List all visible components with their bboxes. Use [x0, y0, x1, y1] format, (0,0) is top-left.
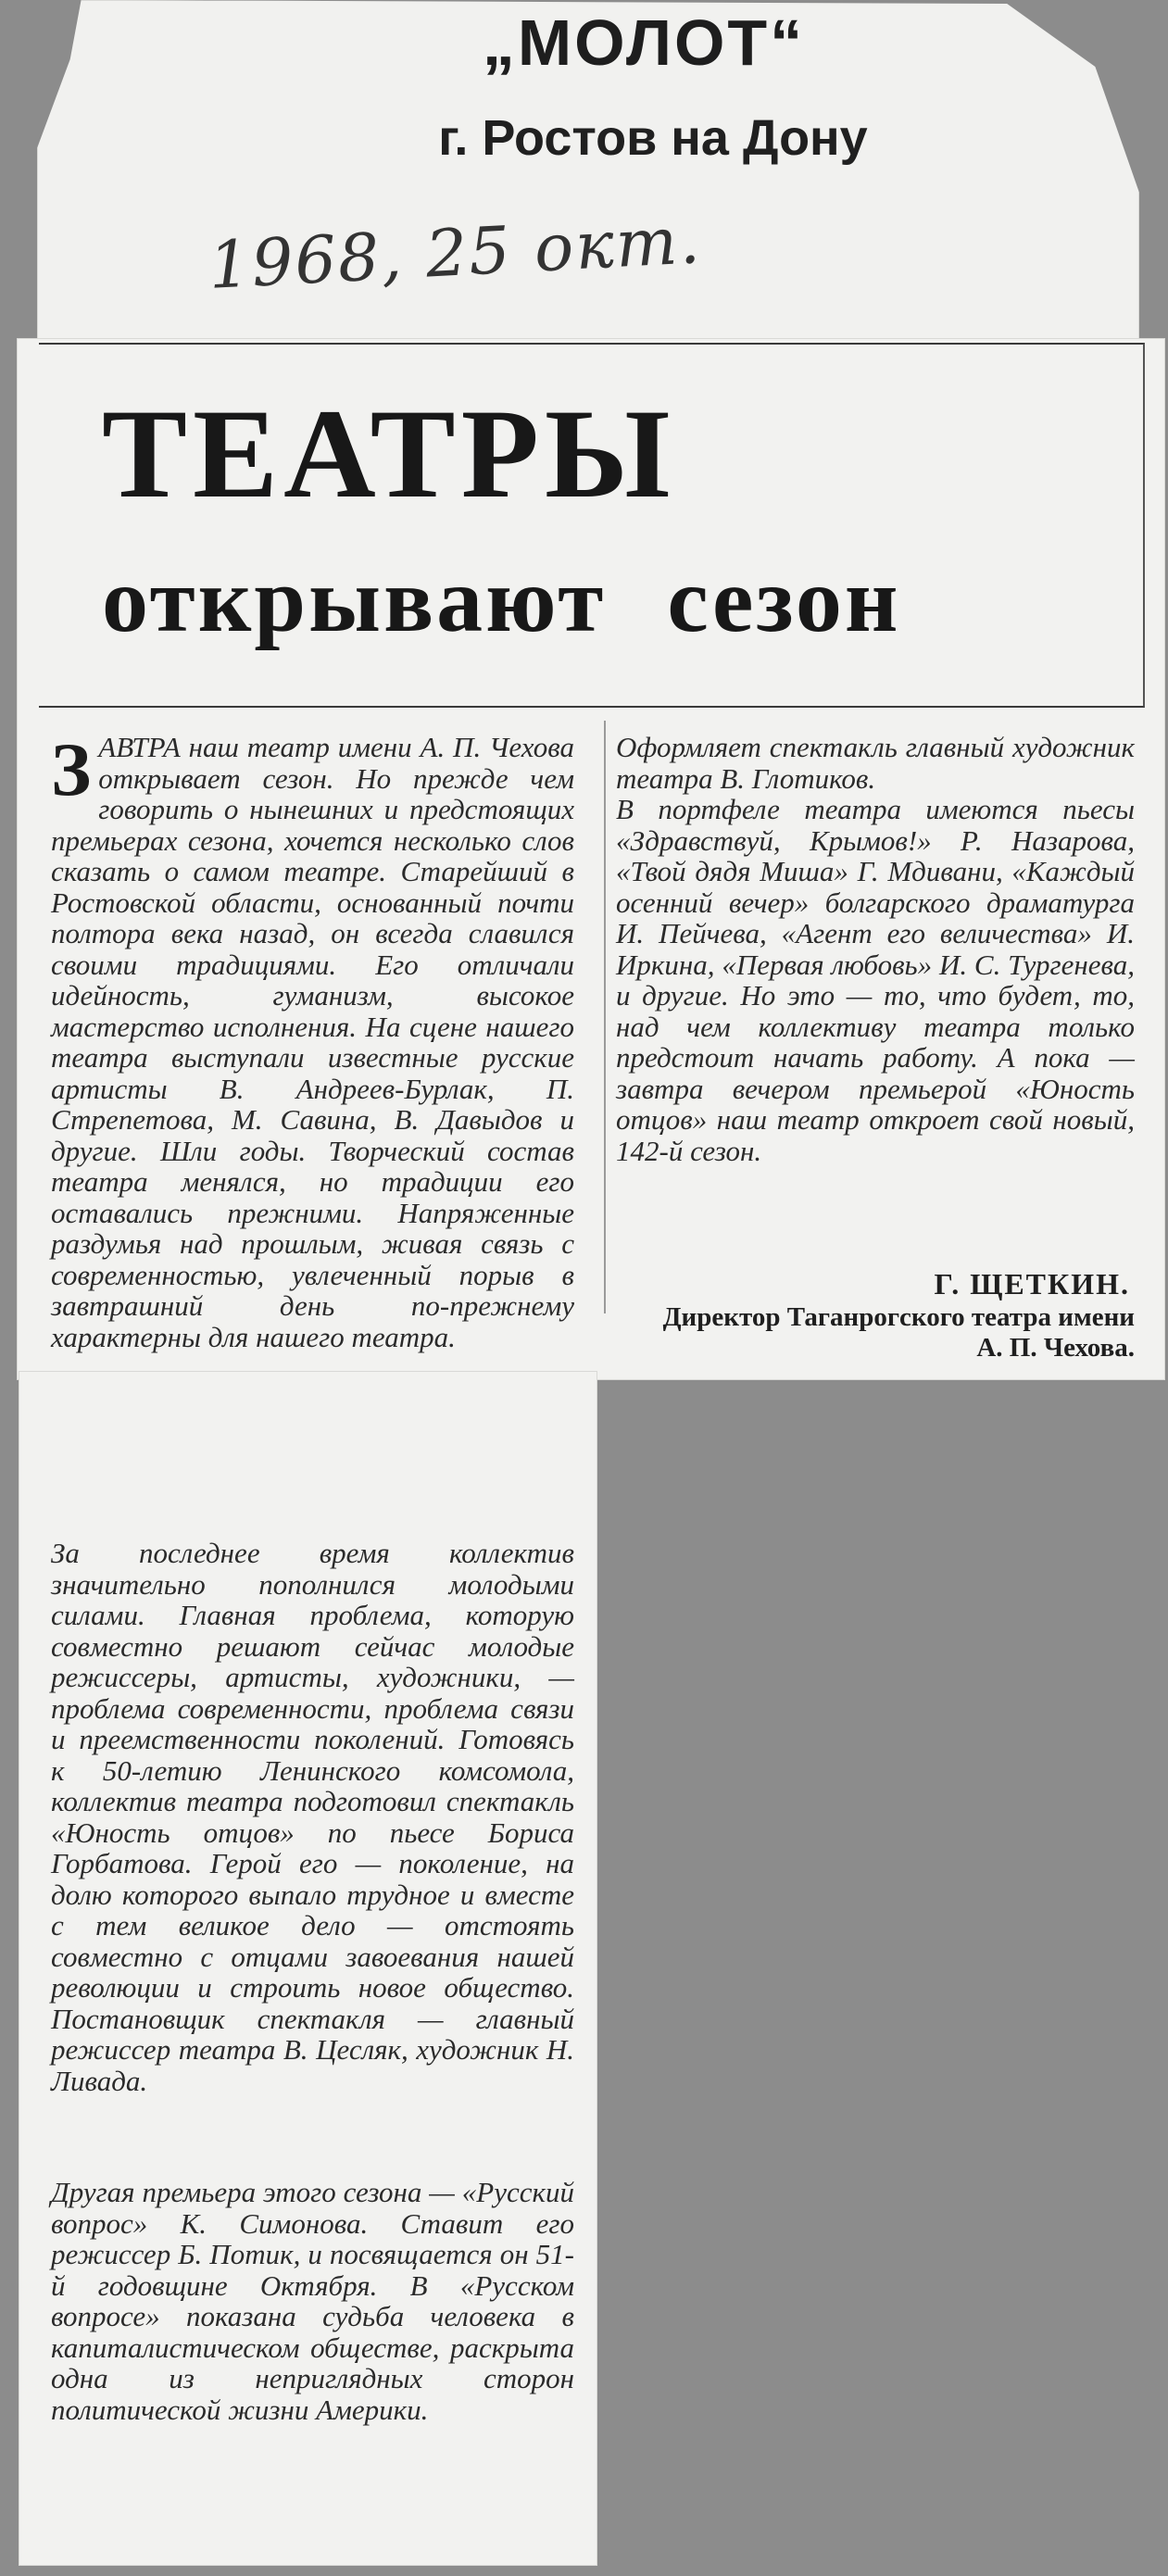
newspaper-name: „МОЛОТ“ — [482, 6, 806, 79]
article-column-right: Оформляет спектакль главный художник театра В. Глотиков. В портфеле театра имеются пьесы «Здравствуй, Крымов!» Р. Назарова, «Твой дядя Миша» Г. Мдивани, «Каждый осенний вечер» болгарского драматурга И. Пейчева, «Агент его величества» И. Иркина, «Первая любовь» И. С. Тургенева, и другие. Но это — то, что будет, то, над чем коллективу театра только предстоит начать работу. А пока — завтра вечером премьерой «Юность отцов» наш театр откроет свой новый, 142-й сезон. — [616, 731, 1135, 1167]
article-paragraph-2: За последнее время коллектив значительно пополнился молодыми силами. Главная проблема, которую совместно решают сейчас молодые режиссеры, артисты, художники, — проблема современности, проблема связи и преемственности поколений. Готовясь к 50-летию Ленинского комсомола, коллектив театра подготовил спектакль «Юность отцов» по пьесе Бориса Горбатова. Герой его — поколение, на долю которого выпало трудное и вместе с тем великое дело — отстоять совместно с отцами завоевания нашей революции и строить новое общество. Постановщик спектакля — главный режиссер театра В. Цесляк, художник Н. Ливада. — [51, 1537, 574, 2097]
headline-line-1: ТЕАТРЫ — [102, 383, 676, 524]
author-name: Г. ЩЕТКИН. — [934, 1267, 1130, 1301]
dropcap: З — [51, 727, 92, 811]
headline-line-2: открывают сезон — [102, 548, 901, 651]
article-paragraph-3: Другая премьера этого сезона — «Русский вопрос» К. Симонова. Ставит его режиссер Б. Потик, и посвящается он 51-й годовщине Октября. В «Русском вопросе» показана судьба человека в капиталистическом обществе, раскрыта одна из неприглядных сторон политической жизни Америки. — [51, 2176, 574, 2426]
newspaper-city: г. Ростов на Дону — [438, 110, 868, 166]
column-divider — [604, 721, 606, 1313]
handwritten-date-note: 1968, 25 окт. — [207, 202, 704, 304]
article-paragraph-1: АВТРА наш театр имени А. П. Чехова открывает сезон. Но прежде чем говорить о нынешних и предстоящих премьерах сезона, хочется несколько слов сказать о самом театре. Старейший в Ростовской области, основанный почти полтора века назад, он всегда славился своими традициями. Его отличали идейность, гуманизм, высокое мастерство исполнения. На сцене нашего театра выступали известные русские артисты В. Андреев-Бурлак, П. Стрепетова, М. Савина, В. Давыдов и другие. Шли годы. Творческий состав театра менялся, но традиции его оставались прежними. Напряженные раздумья над прошлым, живая связь с современностью, увлеченный порыв в завтрашний день по-прежнему характерны для нашего театра. — [51, 731, 574, 1353]
author-title: Директор Таганрогского театра имени А. П. Чехова. — [662, 1302, 1135, 1363]
article-column-left — [51, 727, 574, 1353]
